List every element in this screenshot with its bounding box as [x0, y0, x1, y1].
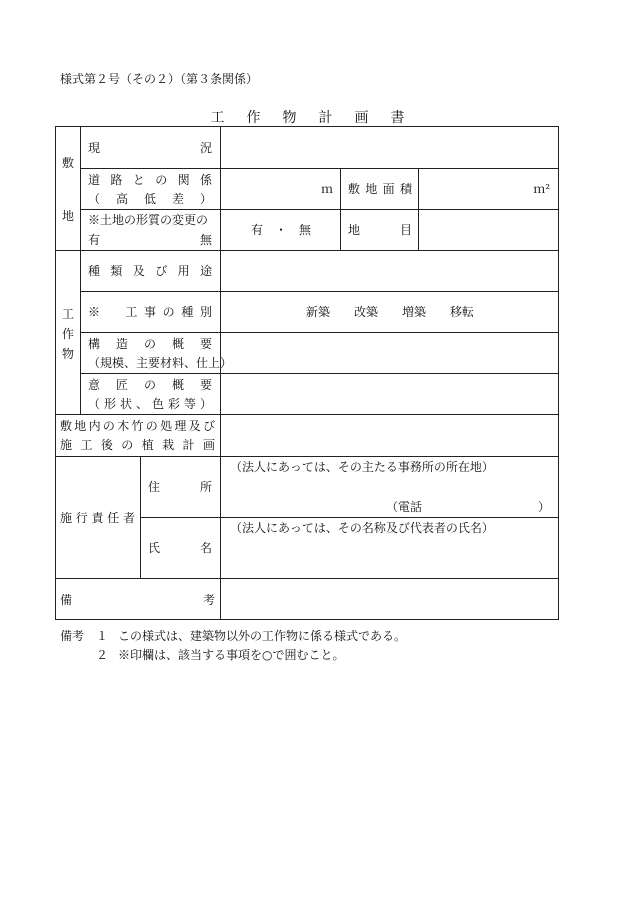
site-label-2: 地	[62, 209, 75, 223]
site-area-label: 敷地面積	[348, 182, 412, 196]
form-id: 様式第２号（その２）（第３条関係）	[60, 72, 259, 86]
structure-overview-sub: （規模、主要材料、仕上）	[88, 356, 233, 370]
address-note: （法人にあっては、その主たる事務所の所在地）	[230, 460, 494, 474]
remarks-label: 備考	[60, 593, 215, 607]
land-change-options[interactable]: 有 ・ 無	[250, 223, 311, 237]
note-1-text: この様式は、建築物以外の工作物に係る様式である。	[118, 629, 407, 643]
road-relation-label: 道路との関係	[88, 173, 212, 187]
land-category-label: 地目	[348, 223, 412, 237]
name-label: 氏名	[148, 541, 212, 555]
note-1-number: １	[96, 629, 109, 643]
address-label: 住所	[148, 480, 212, 494]
road-unit: ｍ	[320, 182, 333, 196]
tree-plan-label-1: 敷地内の木竹の処理及び	[60, 419, 215, 433]
note-2-number: ２	[96, 648, 109, 662]
notes-heading: 備考	[60, 629, 85, 643]
page-title: 工作物計画書	[210, 110, 427, 126]
phone-label: （電話	[386, 500, 423, 514]
structure-label-3: 物	[62, 347, 75, 361]
structure-overview-label: 構造の概要	[88, 337, 212, 351]
land-change-label: ※土地の形質の変更の	[88, 213, 209, 227]
type-usage-label: 種類及び用途	[88, 264, 212, 278]
site-label-1: 敷	[62, 156, 75, 170]
work-type-options[interactable]: 新築 改築 増築 移転	[305, 305, 474, 319]
phone-close: ）	[538, 500, 551, 514]
name-note: （法人にあっては、その名称及び代表者の氏名）	[230, 521, 494, 535]
note-2-text: ※印欄は、該当する事項を○で囲むこと。	[118, 648, 345, 662]
tree-plan-label-2: 施工後の植栽計画	[60, 438, 215, 452]
site-area-unit: ｍ²	[533, 182, 550, 196]
land-change-label-2: 有無	[88, 233, 212, 247]
work-type-label: ※ 工事の種別	[88, 305, 212, 319]
design-overview-sub: （形状、色彩等）	[88, 397, 212, 411]
design-overview-label: 意匠の概要	[88, 378, 212, 392]
structure-label-2: 作	[62, 327, 75, 341]
road-height-label: （高低差）	[88, 192, 212, 206]
current-status-label: 現況	[88, 141, 212, 155]
structure-label-1: 工	[62, 307, 75, 321]
contractor-label: 施行責任者	[60, 511, 135, 525]
